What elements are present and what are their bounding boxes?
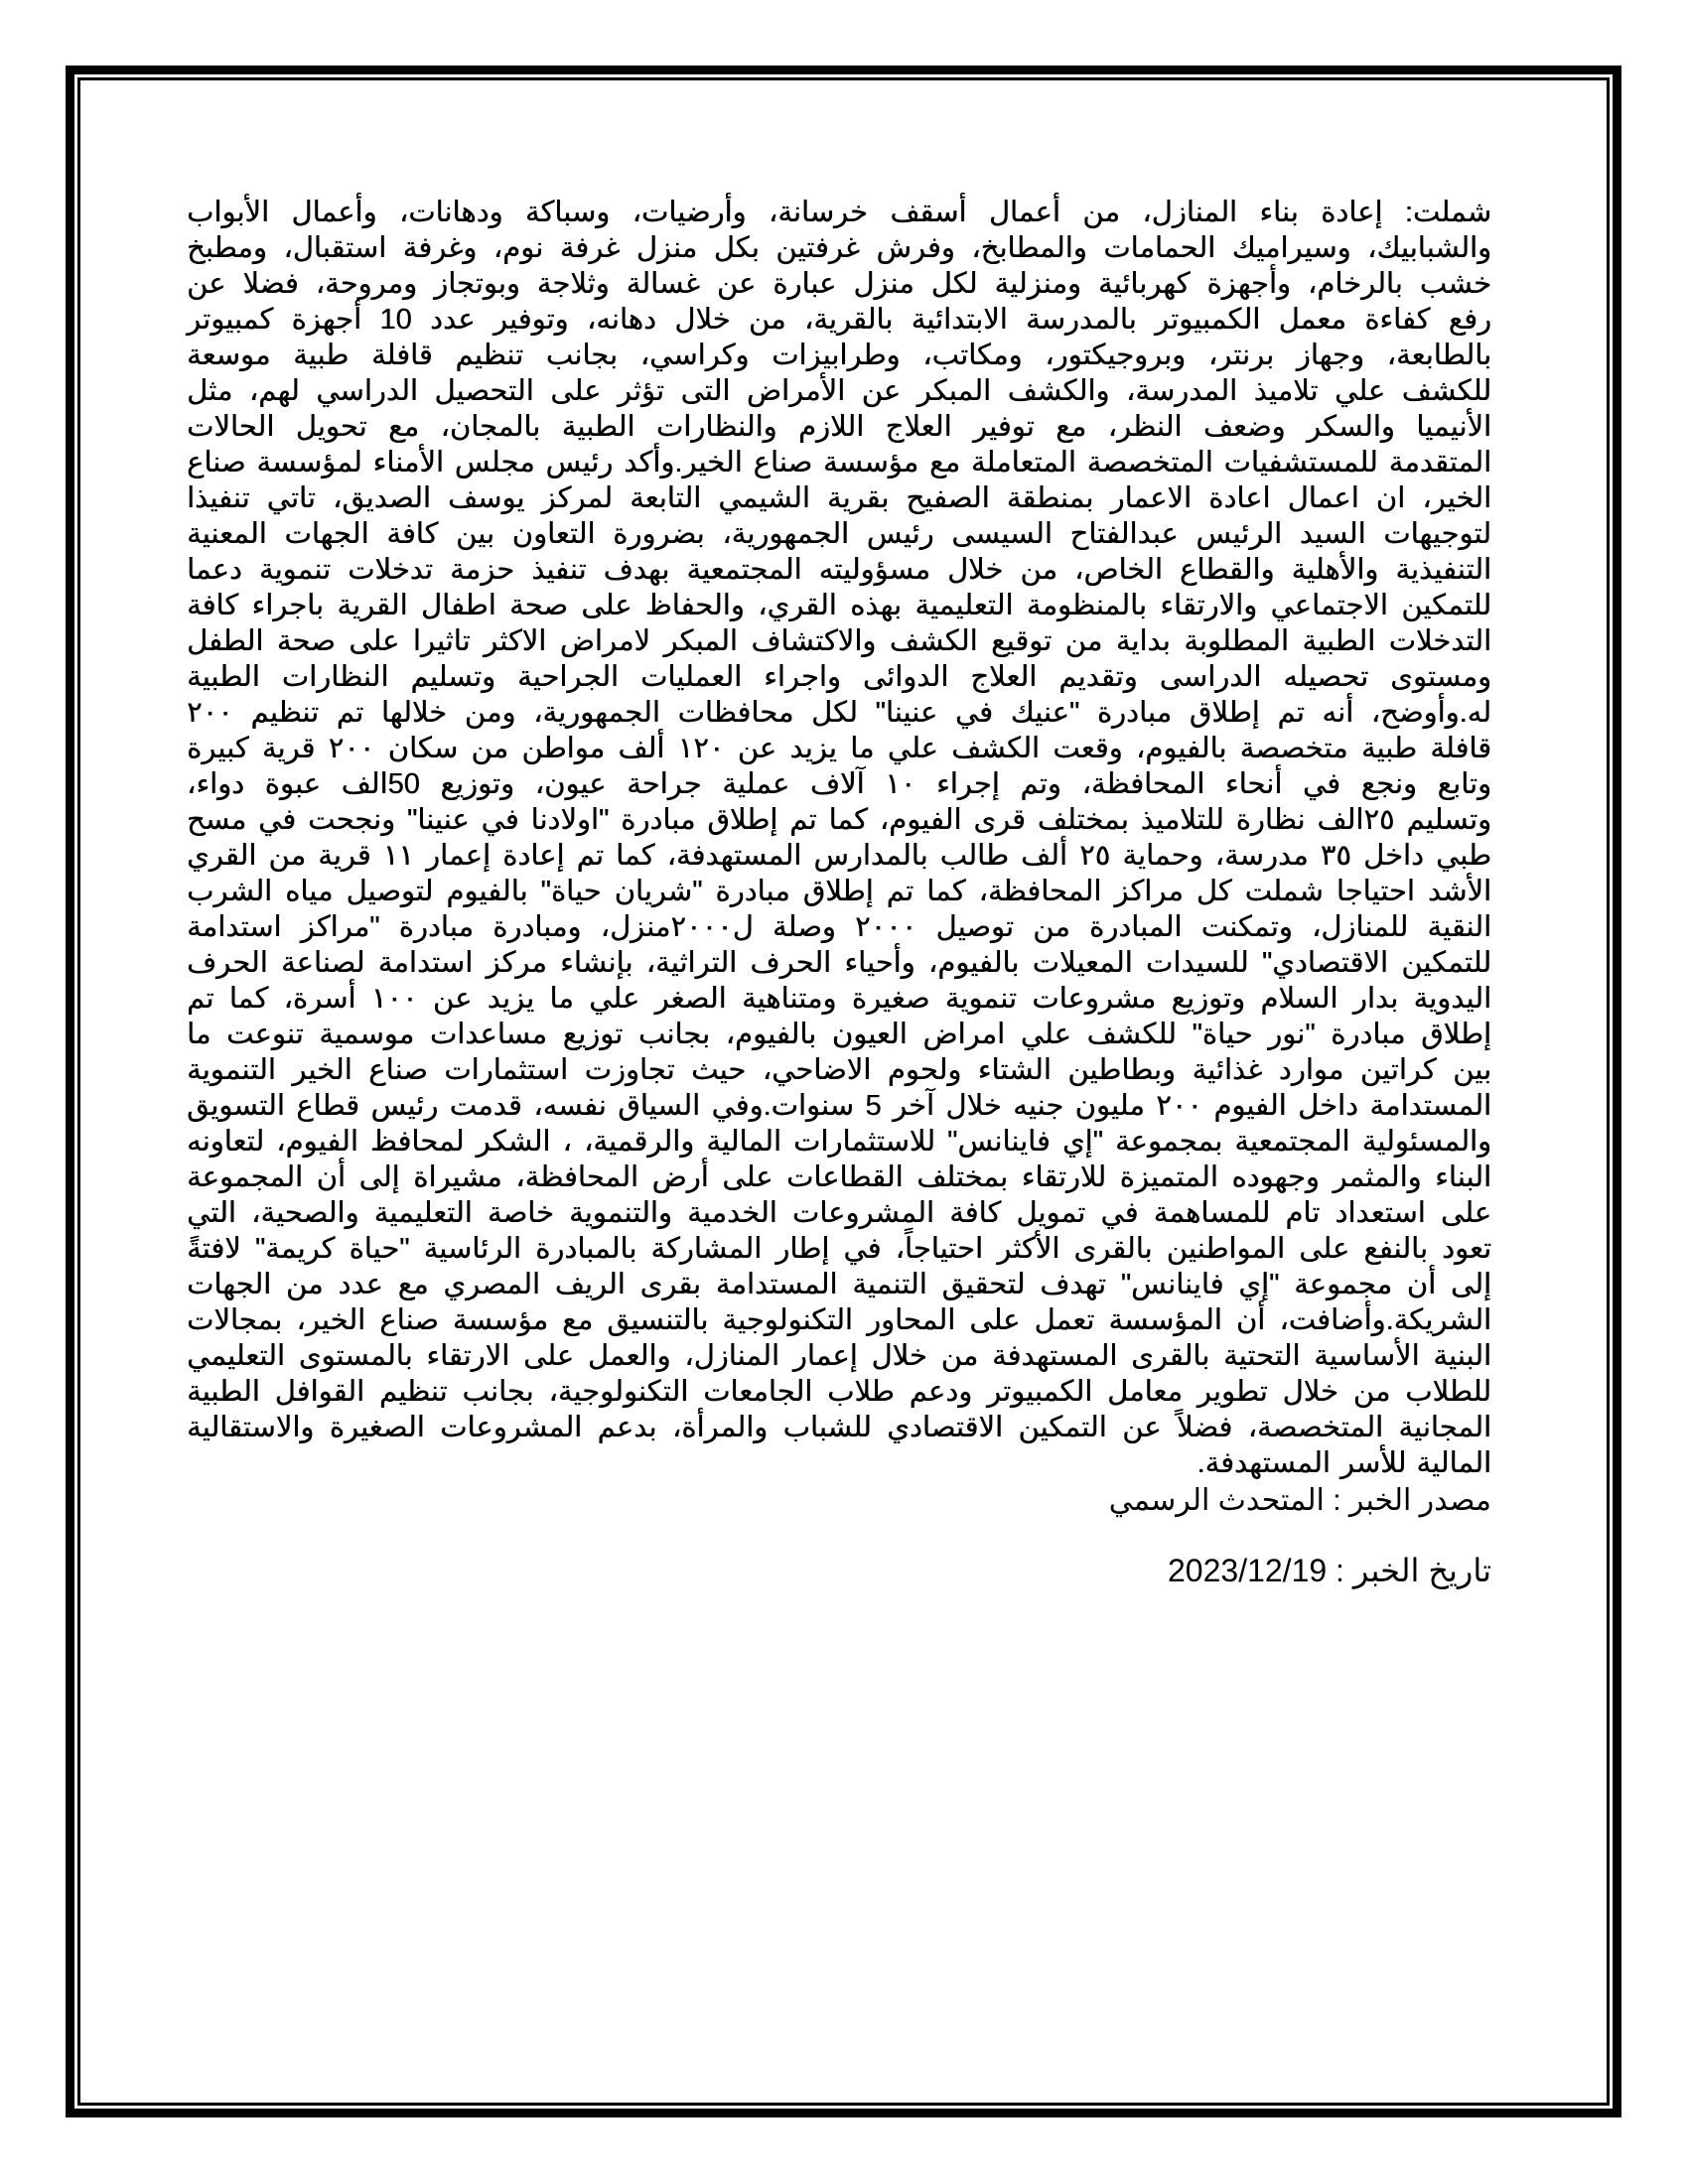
article-line: والمسئولية المجتمعية بمجموعة "إي فاينانس" للاستثمارات المالية والرقمية، ، الشكر لمحافظ الفيوم، لتعاونه [187, 1126, 1491, 1158]
news-source-value: المتحدث الرسمي [1108, 1484, 1325, 1517]
article-line: للطلاب من خلال تطوير معامل الكمبيوتر ودعم طلاب الجامعات التكنولوجية، بجانب تنظيم القوافل الطبية [187, 1376, 1491, 1408]
article-line: بين كراتين موارد غذائية وبطاطين الشتاء ولحوم الاضاحي، حيث تجاوزت استثمارات صناع الخير التنموية [187, 1054, 1491, 1086]
article-body [187, 195, 1491, 1481]
article-line: الشريكة.وأضافت، أن المؤسسة تعمل على المحاور التكنولوجية بالتنسيق مع مؤسسة صناع الخير، بمجالات [187, 1304, 1491, 1336]
article-line: بالطابعة، وجهاز برنتر، وبروجيكتور، ومكاتب، وطرابيزات وكراسي، بجانب تنظيم قافلة طبية موسعة [187, 340, 1491, 371]
article-line: وتابع ونجع في أنحاء المحافظة، وتم إجراء ١٠ آلاف عملية جراحة عيون، وتوزيع 50الف عبوة دواء، [187, 768, 1491, 800]
article-line: شملت: إعادة بناء المنازل، من أعمال أسقف خرسانة، وأرضيات، وسباكة ودهانات، وأعمال الأبواب [187, 197, 1491, 228]
article-line: ومستوى تحصيله الدراسى وتقديم العلاج الدوائى واجراء العمليات الجراحية وتسليم النظارات الطبية [187, 661, 1491, 693]
article-line: طبي داخل ٣٥ مدرسة، وحماية ٢٥ ألف طالب بالمدارس المستهدفة، كما تم إعادة إعمار ١١ قرية من القري [187, 840, 1491, 872]
article-line: إلى أن مجموعة "إي فاينانس" تهدف لتحقيق التنمية المستدامة بقرى الريف المصري مع عدد من الجهات [187, 1269, 1491, 1300]
article-line: التدخلات الطبية المطلوبة بداية من توقيع الكشف والاكتشاف المبكر لامراض الاكثر تاثيرا على صحة الطفل [187, 625, 1491, 657]
article-line: الأنيميا والسكر وضعف النظر، مع توفير العلاج اللازم والنظارات الطبية بالمجان، مع تحويل الحالات [187, 411, 1491, 443]
news-date-value: 2023/12/19 [1168, 1553, 1328, 1588]
article-line: المتقدمة للمستشفيات المتخصصة المتعاملة مع مؤسسة صناع الخير.وأكد رئيس مجلس الأمناء لمؤسسة صناع [187, 447, 1491, 478]
article-line: والشبابيك، وسيراميك الحمامات والمطابخ، وفرش غرفتين بكل منزل غرفة نوم، وغرفة استقبال، ومطبخ [187, 232, 1491, 264]
article-line: الخير، ان اعمال اعادة الاعمار بمنطقة الصفيح بقرية الشيمي التابعة لمركز يوسف الصديق، تاتي تنفيذا [187, 482, 1491, 514]
news-date-label: تاريخ الخبر [1352, 1553, 1491, 1588]
article-line: على استعداد تام للمساهمة في تمويل كافة المشروعات الخدمية والتنموية خاصة التعليمية والصحية، التي [187, 1197, 1491, 1229]
article-line: إطلاق مبادرة "نور حياة" للكشف علي امراض العيون بالفيوم، بجانب توزيع مساعدات موسمية تنوعت ما [187, 1019, 1491, 1050]
article-line: المستدامة داخل الفيوم ٢٠٠ مليون جنيه خلال آخر 5 سنوات.وفي السياق نفسه، قدمت رئيس قطاع التسويق [187, 1090, 1491, 1122]
news-date [187, 1553, 1491, 1588]
article-line: تعود بالنفع على المواطنين بالقرى الأكثر احتياجاً، في إطار المشاركة بالمبادرة الرئاسية "حياة كريمة" لافتةً [187, 1233, 1491, 1265]
news-source [187, 1483, 1491, 1519]
article-line: المالية للأسر المستهدفة. [1196, 1447, 1491, 1479]
article-line: له.وأوضح، أنه تم إطلاق مبادرة "عنيك في عنينا" لكل محافظات الجمهورية، ومن خلالها تم تنظيم ٢٠٠ [187, 697, 1491, 729]
article-line: المجانية المتخصصة، فضلاً عن التمكين الاقتصادي للشباب والمرأة، بدعم المشروعات الصغيرة والاستقالية [187, 1412, 1491, 1443]
news-source-label: مصدر الخبر [1348, 1484, 1491, 1517]
article-line: البناء والمثمر وجهوده المتميزة للارتقاء بمختلف القطاعات على أرض المحافظة، مشيراة إلى أن المجموعة [187, 1161, 1491, 1193]
news-article [187, 195, 1491, 1588]
article-line: النقية للمنازل، وتمكنت المبادرة من توصيل ٢٠٠٠ وصلة ل٢٠٠٠منزل، ومبادرة مبادرة "مراكز استدامة [187, 911, 1492, 943]
article-line: التنفيذية والأهلية والقطاع الخاص، من خلال مسؤوليته المجتمعية بهدف تنفيذ حزمة تدخلات تنموية دعما [187, 554, 1491, 586]
article-line: البنية الأساسية التحتية بالقرى المستهدفة من خلال إعمار المنازل، والعمل على الارتقاء بالمستوى التعليمي [187, 1340, 1491, 1372]
article-line: للتمكين الاجتماعي والارتقاء بالمنظومة التعليمية بهذه القري، والحفاظ على صحة اطفال القرية باجراء كافة [187, 590, 1491, 621]
article-line: وتسليم ٢٥الف نظارة للتلاميذ بمختلف قرى الفيوم، كما تم إطلاق مبادرة "اولادنا في عنينا" ونجحت في مسح [187, 804, 1491, 836]
article-line: للتمكين الاقتصادي" للسيدات المعيلات بالفيوم، وأحياء الحرف التراثية، بإنشاء مركز استدامة لصناعة الحرف [187, 947, 1491, 979]
news-date-separator: : [1336, 1553, 1344, 1588]
article-line: اليدوية بدار السلام وتوزيع مشروعات تنموية صغيرة ومتناهية الصغر علي ما يزيد عن ١٠٠ أسرة، كما تم [187, 983, 1491, 1015]
article-line: الأشد احتياجا شملت كل مراكز المحافظة، كما تم إطلاق مبادرة "شريان حياة" بالفيوم لتوصيل مياه الشرب [187, 876, 1491, 907]
article-line: خشب بالرخام، وأجهزة كهربائية ومنزلية لكل منزل عبارة عن غسالة وثلاجة وبوتجاز ومروحة، فضلا عن [187, 268, 1491, 300]
article-line: قافلة طبية متخصصة بالفيوم، وقعت الكشف علي ما يزيد عن ١٢٠ ألف مواطن من سكان ٢٠٠ قرية كبيرة [187, 733, 1492, 764]
article-line: لتوجيهات السيد الرئيس عبدالفتاح السيسى رئيس الجمهورية، بضرورة التعاون بين كافة الجهات المعنية [187, 518, 1491, 550]
article-line: رفع كفاءة معمل الكمبيوتر بالمدرسة الابتدائية بالقرية، من خلال دهانه، وتوفير عدد 10 أجهزة كمبيوتر [187, 304, 1491, 336]
news-source-separator: : [1333, 1484, 1341, 1517]
article-line: للكشف علي تلاميذ المدرسة، والكشف المبكر عن الأمراض التى تؤثر على التحصيل الدراسي لهم، مثل [187, 375, 1491, 407]
